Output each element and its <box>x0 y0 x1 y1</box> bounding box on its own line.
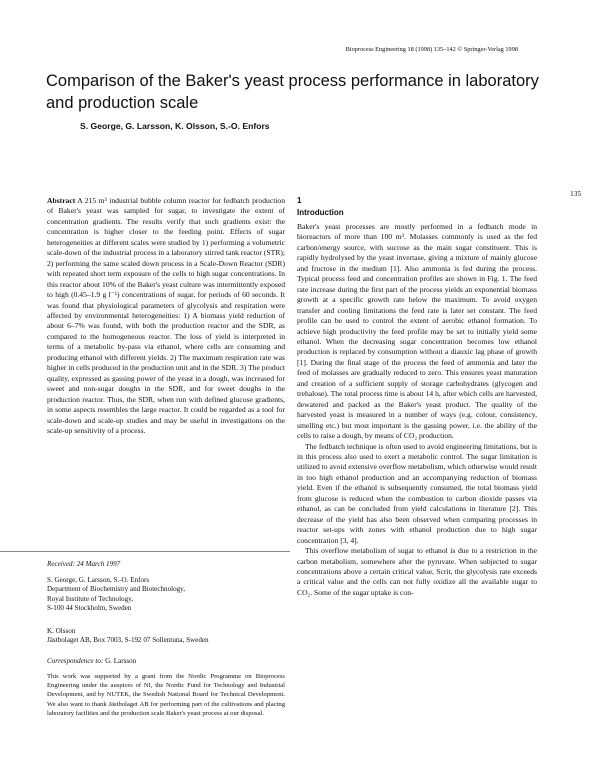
affiliation-line: S-100 44 Stockholm, Sweden <box>47 604 132 613</box>
section-heading: Introduction <box>297 208 344 217</box>
author-list: S. George, G. Larsson, K. Olsson, S.-O. Enfors <box>80 121 270 131</box>
correspondence <box>47 657 136 665</box>
section-number: 1 <box>297 196 302 205</box>
introduction-body <box>297 222 537 598</box>
correspondence-name: G. Larsson <box>105 657 137 665</box>
abstract-text: A 215 m³ industrial bubble column reactor for fedbatch production of Baker's yeast was sampled for sugar, to investigate the extent of concentration gradients. The results verify that such gradients exist: the concentration is higher closer to the feeding point. Effects of sugar heterogeneities at different scales were studied by 1) performing a volumetric scale-down of the industrial process in a laboratory stirred tank reactor (STR); 2) performing the same scaled down process in a Scale-Down Reactor (SDR) with repeated short term exposure of the cells to high sugar concentrations. In this reactor about 10% of the Baker's yeast culture was intermittently exposed to high (0.45–1.9 g l⁻¹) concentrations of sugar, for periods of 60 seconds. It was found that physiological parameters of glycolysis and respiration were affected by environmental heterogeneities: 1) A biomass yield reduction of about 6–7% was found, with both the production reactor and the SDR, as compared to the homogeneous reactor. The loss of yield is interpreted in terms of a metabolic by-pass via ethanol, where cells are consuming and producing ethanol with different yields. 2) The maximum respiration rate was higher in cells produced in the production unit and in the SDR. 3) The product quality, expressed as gassing power of the yeast in a dough, was increased for sweet and non-sugar doughs in the SDR, and for sweet doughs in the production reactor. Thus, the SDR, when run with defined glucose gradients, in some aspects resembles the large reactor. It could be regarded as a tool for scale-down and scale-up studies and may be useful in investigations on the scale-up sensitivity of a process. <box>47 196 286 435</box>
affiliation-block <box>47 576 285 614</box>
article-title: Comparison of the Baker's yeast process performance in laboratory and production scale <box>46 72 539 112</box>
affiliation-line: Royal Institute of Technology, <box>47 594 133 603</box>
affiliation-line: S. George, G. Larsson, S.-O. Enfors <box>47 576 150 584</box>
affiliation-block <box>47 627 285 646</box>
affiliation-line: Jästbolaget AB, Box 7003, S-192 07 Sollentuna, Sweden <box>47 636 209 645</box>
abstract-label: Abstract <box>47 196 76 205</box>
affiliation-line: K. Olsson <box>47 627 76 635</box>
journal-citation: Bioprocess Engineering 18 (1998) 135–142 © Springer-Verlag 1998 <box>345 46 518 53</box>
funding-acknowledgement: This work was supported by a grant from the Nordic Programme on Bioprocess Engineering under the auspices of NI, the Nordic Fund for Technology and Industrial Development, and by NUTEK, the Swedish National Board for Technical Development. We also want to thank Jästbolaget AB for performing part of the cultivations and placing laboratory facilities and the production scale Baker's yeast process at our disposal. <box>47 673 285 717</box>
body-paragraph: This overflow metabolism of sugar to ethanol is due to a restriction in the carbon metabolism, somewhere after the pyruvate. When subjected to sugar concentrations above a certain critical value, Scrit, the glycolysis rate exceeds a critical value and the cells can not fully oxidize all the available sugar to CO₂. Some of the sugar uptake is con- <box>297 546 537 597</box>
page-number: 135 <box>570 189 582 198</box>
correspondence-label: Correspondence to: <box>47 657 104 665</box>
received-date: Received: 24 March 1997 <box>47 560 121 568</box>
affiliation-line: Department of Biochemistry and Biotechnology, <box>47 585 186 594</box>
body-paragraph: Baker's yeast processes are mostly performed in a fedbatch mode in bioreactors of more than 100 m³. Molasses commonly is used as the fed carbon/energy source, with sucrose as the main sugar constituent. This is rapidly hydrolysed by the yeast invertase, giving a mixture of mainly glucose and fructose in the medium [1]. Also ammonia is fed during the process. Typical process feed and concentration profiles are shown in Fig. 1. The feed rate increase during the first part of the process yields an exponential biomass growth at a specific growth rate below the maximum. To avoid oxygen transfer and cooling limitations the feed rate is later set constant. The feed profile can be used to control the extent of aerobic ethanol formation. To achieve high productivity the feed profile may be set to initially yield some ethanol. When the decreasing sugar concentration becomes low ethanol production is replaced by consumption without a diauxic lag phase of growth [1]. During the final stage of the process the feed of ammonia and later the feed of molasses are gradually reduced to zero. This ensures yeast maturation and creation of a sufficient supply of storage carbohydrates (glycogen and trehalose). The total process time is about 14 h, after which cells are harvested, dewatered and packed as the Baker's yeast product. The quality of the harvested yeast is measured in a number of ways (e.g. colour, consistency, smelling etc.) but most important is the gassing power, i.e. the ability of the cells to raise a dough, by means of CO₂ production. <box>297 222 537 441</box>
body-paragraph: The fedbatch technique is often used to avoid engineering limitations, but is in this process also used to exert a metabolic control. The sugar limitation is utilized to avoid extensive overflow metabolism, which otherwise would result in too high ethanol production and an accompanying reduction of biomass yield. Even if the ethanol is subsequently consumed, the total biomass yield from glucose is reduced when the combustion to carbon dioxide passes via ethanol, as can be concluded from yield calculations in literature [2]. This decrease of the yield has also been observed when comparing processes in reactor set-ups with zones with ethanol production due to high sugar concentration [3, 4]. <box>297 441 537 545</box>
abstract <box>47 196 285 436</box>
footnote-divider <box>0 551 290 552</box>
